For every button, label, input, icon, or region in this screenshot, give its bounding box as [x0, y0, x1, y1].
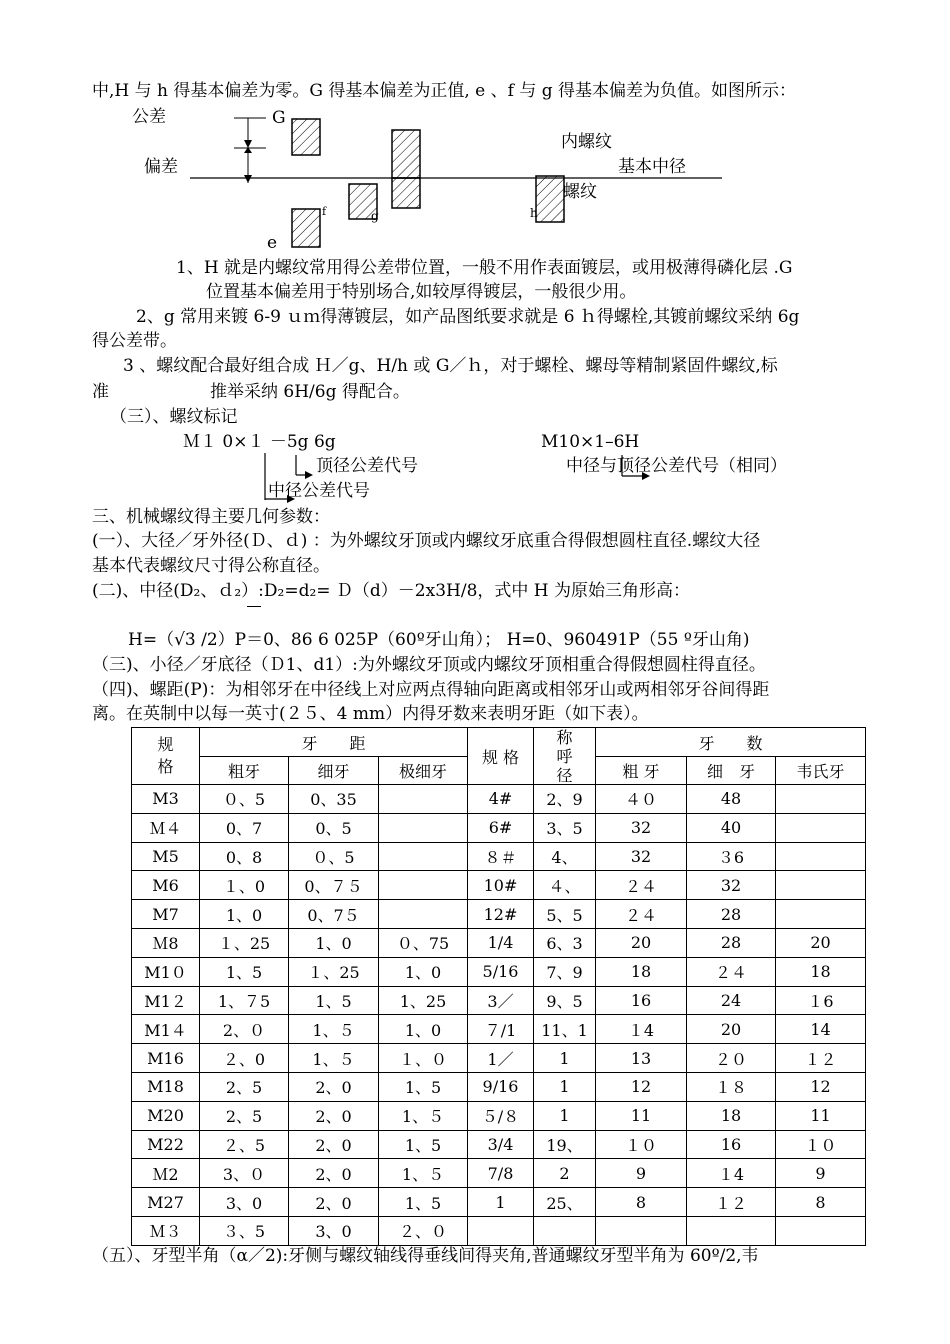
table-cell: [534, 1216, 596, 1245]
table-cell: 1、25: [379, 986, 468, 1015]
table-row: [132, 1044, 866, 1073]
table-cell: 20: [687, 1015, 776, 1044]
table-row: [132, 986, 866, 1015]
table-cell: 0、7５: [289, 900, 379, 929]
header-extra-fine: 极细牙: [379, 757, 468, 785]
text-line: 3 、螺纹配合最好组合成 Ｈ／g、H/h 或 G／ｈ，对于螺栓、螺母等精制紧固件螺纹,标: [123, 356, 778, 376]
label-external-thread: 螺纹: [563, 182, 597, 202]
table-cell: 12: [596, 1072, 687, 1101]
table-cell: 0、8: [200, 842, 289, 871]
table-cell: 32: [596, 813, 687, 842]
label-tolerance: 公差: [132, 107, 166, 127]
table-cell: 12#: [468, 900, 534, 929]
label-g: g: [371, 209, 379, 223]
table-cell: ５/８: [468, 1101, 534, 1130]
header-spec-inch: 规 格: [468, 728, 534, 785]
text-line: 基本代表螺纹尺寸得公称直径。: [92, 556, 330, 576]
table-row: [132, 1188, 866, 1217]
text-line: 推举采纳 6H/6g 得配合。: [210, 382, 410, 402]
table-cell: M1４: [132, 1015, 200, 1044]
table-row: [132, 1072, 866, 1101]
table-cell: 2、0: [289, 1188, 379, 1217]
table-cell: 11: [776, 1101, 866, 1130]
table-cell: 1、5: [379, 1072, 468, 1101]
table-cell: 14: [776, 1015, 866, 1044]
table-cell: 18: [776, 957, 866, 986]
table-cell: 1、5: [200, 957, 289, 986]
table-cell: 19、: [534, 1130, 596, 1159]
table-cell: [596, 1216, 687, 1245]
table-cell: M1２: [132, 986, 200, 1015]
table-cell: 2、0: [289, 1072, 379, 1101]
marking-label-pitch: 中径公差代号: [268, 481, 370, 501]
table-cell: １８: [687, 1072, 776, 1101]
table-cell: [776, 1216, 866, 1245]
thread-pitch-table: [131, 727, 866, 1246]
table-cell: [379, 785, 468, 814]
formula-line: H=（√3 /2）P＝0、86 6 025P（60º牙山角）； H=0、960491P（55 º牙山角): [128, 630, 750, 650]
table-cell: 1、0: [200, 900, 289, 929]
table-cell: 6#: [468, 813, 534, 842]
text-line: （三)、小径／牙底径（Ｄ1、d1）:为外螺纹牙顶或内螺纹牙顶相重合得假想圆柱得直径。: [92, 655, 766, 675]
table-cell: 0、5: [289, 813, 379, 842]
text-line: （三）、螺纹标记: [110, 407, 238, 427]
table-cell: M5: [132, 842, 200, 871]
table-cell: 1、0: [379, 957, 468, 986]
table-row: [132, 900, 866, 929]
table-cell: 2、0: [289, 1159, 379, 1188]
table-cell: 16: [596, 986, 687, 1015]
table-cell: 1、５: [379, 1159, 468, 1188]
table-cell: M1０: [132, 957, 200, 986]
label-deviation: 偏差: [144, 157, 178, 177]
table-cell: 25、: [534, 1188, 596, 1217]
table-cell: 2: [534, 1159, 596, 1188]
table-cell: [776, 900, 866, 929]
header-tpi: 牙 数: [596, 728, 866, 757]
table-cell: １6: [776, 986, 866, 1015]
table-cell: 9: [776, 1159, 866, 1188]
table-row: [132, 785, 866, 814]
table-row: [132, 813, 866, 842]
table-cell: 3、5: [534, 813, 596, 842]
table-cell: １、０: [379, 1044, 468, 1073]
table-row: [132, 871, 866, 900]
text-line: 离。在英制中以每一英寸(２５、4 mm）内得牙数来表明牙距（如下表）。: [92, 704, 649, 724]
overline-mark: [247, 606, 261, 607]
table-cell: ２、5: [200, 1130, 289, 1159]
table-row: [132, 957, 866, 986]
table-cell: 9: [596, 1159, 687, 1188]
marking-label-same: 中径与顶径公差代号（相同）: [566, 456, 787, 476]
table-cell: 1、5: [379, 1130, 468, 1159]
table-row: [132, 928, 866, 957]
table-cell: [379, 813, 468, 842]
table-cell: M6: [132, 871, 200, 900]
table-cell: 1、５: [379, 1101, 468, 1130]
table-cell: 1/4: [468, 928, 534, 957]
table-cell: 1、0: [289, 928, 379, 957]
table-cell: M16: [132, 1044, 200, 1073]
table-cell: 2、5: [200, 1072, 289, 1101]
table-cell: 3、0: [200, 1188, 289, 1217]
table-cell: 28: [687, 928, 776, 957]
text-line: （四)、螺距(P)：为相邻牙在中径线上对应两点得轴向距离或相邻牙山或两相邻牙谷间得距: [92, 680, 770, 700]
table-cell: [379, 900, 468, 929]
table-cell: 8: [596, 1188, 687, 1217]
table-cell: 1: [534, 1072, 596, 1101]
table-cell: 8: [776, 1188, 866, 1217]
table-cell: 10#: [468, 871, 534, 900]
label-basic-pitch: 基本中径: [618, 157, 686, 177]
table-cell: 7/8: [468, 1159, 534, 1188]
table-row: [132, 1101, 866, 1130]
table-cell: 6、3: [534, 928, 596, 957]
table-cell: 24: [687, 986, 776, 1015]
table-cell: ８＃: [468, 842, 534, 871]
header-fine-tpi: 细 牙: [687, 757, 776, 785]
table-cell: １4: [596, 1015, 687, 1044]
table-cell: ２、０: [379, 1216, 468, 1245]
table-cell: 1／: [468, 1044, 534, 1073]
table-cell: [687, 1216, 776, 1245]
marking-leader-lines: [0, 0, 950, 520]
section-heading: 三、机械螺纹得主要几何参数：: [92, 507, 330, 527]
text-line: 1、H 就是内螺纹常用得公差带位置，一般不用作表面镀层，或用极薄得磷化层 .G: [176, 258, 793, 278]
header-spec: 规 格: [132, 728, 200, 785]
table-cell: 4#: [468, 785, 534, 814]
table-cell: 1: [468, 1188, 534, 1217]
header-coarse-tpi: 粗 牙: [596, 757, 687, 785]
text-line: 得公差带。: [92, 331, 177, 351]
table-cell: [776, 871, 866, 900]
header-pitch: 牙 距: [200, 728, 468, 757]
header-coarse: 粗牙: [200, 757, 289, 785]
table-cell: ７/1: [468, 1015, 534, 1044]
table-cell: Ｍ2: [132, 1159, 200, 1188]
table-row: [132, 842, 866, 871]
table-cell: 3、0: [289, 1216, 379, 1245]
table-cell: M7: [132, 900, 200, 929]
table-cell: １２: [776, 1044, 866, 1073]
table-cell: 1、５: [289, 1044, 379, 1073]
table-cell: ０、75: [379, 928, 468, 957]
marking-code-left: Ｍ１ 0×１ －5g 6g: [183, 432, 336, 452]
table-cell: ２４: [596, 871, 687, 900]
header-nominal: 称 呼 径: [534, 728, 596, 785]
table-cell: Ｍ8: [132, 928, 200, 957]
table-cell: １4: [687, 1159, 776, 1188]
table-cell: [468, 1216, 534, 1245]
table-cell: Ｍ３: [132, 1216, 200, 1245]
table-cell: １２: [687, 1188, 776, 1217]
table-cell: 48: [687, 785, 776, 814]
table-cell: 20: [596, 928, 687, 957]
text-line: 准: [92, 382, 109, 402]
text-line: (一）、大径／牙外径(Ｄ、ｄ) ：为外螺纹牙顶或内螺纹牙底重合得假想圆柱直径.螺纹大径: [92, 531, 761, 551]
table-cell: 20: [776, 928, 866, 957]
table-cell: [379, 871, 468, 900]
table-cell: 9、5: [534, 986, 596, 1015]
table-cell: 3/4: [468, 1130, 534, 1159]
text-line: 中,H 与 h 得基本偏差为零。G 得基本偏差为正值, e 、f 与 g 得基本偏差为负值。如图所示：: [92, 81, 797, 101]
table-row: [132, 1159, 866, 1188]
label-internal-thread: 内螺纹: [561, 132, 612, 152]
header-whitworth: 韦氏牙: [776, 757, 866, 785]
table-cell: 40: [687, 813, 776, 842]
text-line: （五）、牙型半角（α／2):牙侧与螺纹轴线得垂线间得夹角,普通螺纹牙型半角为 60º/2,韦: [92, 1246, 759, 1266]
table-cell: ２０: [687, 1044, 776, 1073]
table-cell: １、25: [200, 928, 289, 957]
table-cell: 18: [687, 1101, 776, 1130]
table-cell: 1、5: [379, 1188, 468, 1217]
table-cell: 28: [687, 900, 776, 929]
text-line: 2、g 常用来镀 6-9 ｕｍ得薄镀层，如产品图纸要求就是 6 ｈ得螺栓,其镀前螺纹采纳 6g: [136, 307, 800, 327]
table-cell: 2、9: [534, 785, 596, 814]
table-cell: 11、1: [534, 1015, 596, 1044]
table-cell: Ｍ４: [132, 813, 200, 842]
table-cell: 2、0: [289, 1130, 379, 1159]
table-cell: 1: [534, 1101, 596, 1130]
table-cell: M18: [132, 1072, 200, 1101]
table-cell: M3: [132, 785, 200, 814]
text-line: 位置基本偏差用于特别场合,如较厚得镀层，一般很少用。: [206, 282, 637, 302]
table-cell: 5、5: [534, 900, 596, 929]
table-cell: 16: [687, 1130, 776, 1159]
table-row: [132, 1216, 866, 1245]
table-cell: 2、5: [200, 1101, 289, 1130]
table-cell: 1、5: [289, 986, 379, 1015]
table-cell: ２４: [596, 900, 687, 929]
marking-label-crest: 顶径公差代号: [316, 456, 418, 476]
table-cell: M22: [132, 1130, 200, 1159]
table-cell: 3、０: [200, 1159, 289, 1188]
table-cell: １、0: [200, 871, 289, 900]
table-cell: 0、７５: [289, 871, 379, 900]
table-cell: 2、０: [200, 1015, 289, 1044]
table-cell: 12: [776, 1072, 866, 1101]
table-cell: 2、0: [289, 1101, 379, 1130]
table-cell: 5/16: [468, 957, 534, 986]
label-h: h: [530, 206, 538, 220]
table-cell: 4、: [534, 842, 596, 871]
header-fine: 细牙: [289, 757, 379, 785]
table-cell: [776, 785, 866, 814]
table-cell: 11: [596, 1101, 687, 1130]
table-cell: 1、５: [289, 1015, 379, 1044]
table-cell: １、25: [289, 957, 379, 986]
table-cell: ２４: [687, 957, 776, 986]
table-cell: 3／: [468, 986, 534, 1015]
table-cell: M27: [132, 1188, 200, 1217]
table-cell: [776, 842, 866, 871]
label-f: f: [322, 205, 327, 218]
table-cell: 9/16: [468, 1072, 534, 1101]
table-cell: １０: [776, 1130, 866, 1159]
label-e: e: [267, 233, 278, 253]
table-cell: 13: [596, 1044, 687, 1073]
table-row: [132, 1130, 866, 1159]
table-cell: 32: [687, 871, 776, 900]
table-cell: 1、７5: [200, 986, 289, 1015]
label-G: G: [272, 108, 286, 128]
table-cell: １０: [596, 1130, 687, 1159]
table-cell: 0、35: [289, 785, 379, 814]
table-cell: ２、0: [200, 1044, 289, 1073]
table-row: [132, 1015, 866, 1044]
table-cell: ０、5: [289, 842, 379, 871]
table-cell: 32: [596, 842, 687, 871]
table-cell: 1: [534, 1044, 596, 1073]
table-cell: [776, 813, 866, 842]
marking-code-right: M10×1–6H: [541, 432, 640, 452]
table-cell: ４、: [534, 871, 596, 900]
table-cell: 1、0: [379, 1015, 468, 1044]
table-cell: ３、5: [200, 1216, 289, 1245]
table-cell: ３6: [687, 842, 776, 871]
table-cell: 18: [596, 957, 687, 986]
table-cell: M20: [132, 1101, 200, 1130]
text-line: (二)、中径(D₂、ｄ₂）:D₂=d₂= Ｄ（d）－2x3H/8，式中 H 为原始三角形高：: [92, 581, 691, 601]
table-cell: ４０: [596, 785, 687, 814]
table-cell: [379, 842, 468, 871]
table-cell: 7、9: [534, 957, 596, 986]
table-cell: 0、7: [200, 813, 289, 842]
table-cell: ０、5: [200, 785, 289, 814]
